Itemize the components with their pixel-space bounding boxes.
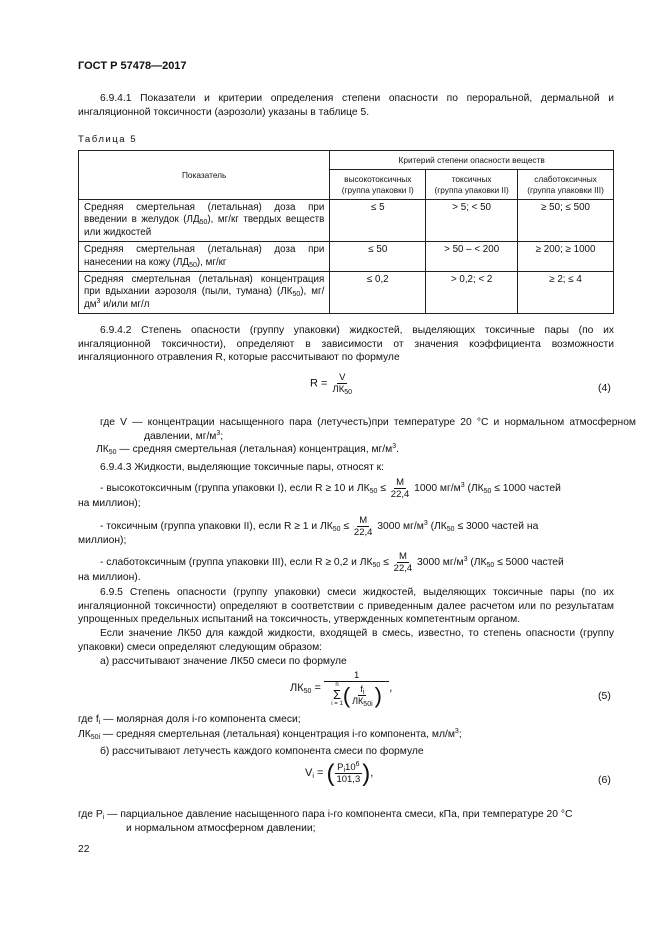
paragraph-lk50: Если значение ЛК50 для каждой жидкости, входящей в смесь, известно, то степень опасности (группу упаковки) смеси определяют следующим образом:	[78, 628, 614, 653]
col-header-indicator: Показатель	[79, 151, 330, 200]
where-pi: где $P_i$ — парциальное давление насыщенного пара i-го компонента смеси, кПа, при температуре 20 °С	[78, 809, 573, 821]
where-lk50: $ЛК_{50}$ — средняя смертельная (летальная) концентрация, $мг/м^3$.	[96, 443, 400, 456]
cell-value: ≤ 0,2	[330, 272, 426, 314]
row-label-oral: Средняя смертельная (летальная) доза при введении в желудок $(ЛД_{50})$, мг/кг твердых веществ или жидкостей	[79, 200, 330, 242]
paragraph-695: 6.9.5 Степень опасности (группу упаковки) смеси жидкостей, выделяющих токсичные пары (по их ингаляционной токсичности) определяют в соответствии с приведенным далее расчетом или по результатам упрощенных предельных испытаний на токсичность, утвержденных компетентным органом.	[78, 587, 614, 626]
cell-value: ≤ 50	[330, 242, 426, 272]
where-fi: где $f_i$ — молярная доля i-го компонента смеси;	[78, 714, 301, 726]
equation-number: (5)	[598, 690, 611, 702]
table-row	[79, 242, 614, 272]
cell-value: > 50 – < 200	[426, 242, 518, 272]
cell-value: ≤ 5	[330, 200, 426, 242]
subheader-toxic: токсичных (группа упаковки II)	[426, 170, 518, 200]
equation-number: (6)	[598, 774, 611, 786]
bullet-toxic: - токсичным (группа упаковки II), если R ≥ 1 и $ЛК_{50}$ ≤ $\frac{M}{22,4}$ 3000 $мг/м^3$ ($ЛК_{50} \le 3000$ частей на	[100, 515, 539, 538]
cell-value: > 0,2; < 2	[426, 272, 518, 314]
bullet-low: - слаботоксичным (группа упаковки III), если R ≥ 0,2 и $ЛК_{50}$ ≤ $\frac{M}{22,4}$ 3000 $мг/м^3$ ($ЛК_{50} \le 5000$ частей	[100, 551, 564, 574]
equation-6: $V_i$ = ( $\frac{P_i10^6}{101,3}$ ) ,	[305, 759, 374, 787]
bullet-low-cont: на миллион).	[78, 572, 141, 583]
bullet-high: - высокотоксичным (группа упаковки I), если R ≥ 10 и $ЛК_{50}$ ≤ $\frac{M}{22,4}$ 1000 $мг/м^3$ ($ЛК_{50} \le 1000$ частей	[100, 477, 561, 500]
table-caption: Таблица 5	[78, 134, 138, 145]
bullet-toxic-cont: миллион);	[78, 535, 127, 546]
cell-value: ≥ 200; ≥ 1000	[518, 242, 614, 272]
paragraph-6942: 6.9.4.2 Степень опасности (группу упаковки) жидкостей, выделяющих токсичные пары (по их ингаляционной токсичности), определяют в зависимости от значения коэффициента возможности ингаляционного отравления R, которые рассчитывают по формуле	[78, 325, 614, 364]
equation-number: (4)	[598, 382, 611, 394]
subheader-high: высокотоксичных (группа упаковки I)	[330, 170, 426, 200]
document-header: ГОСТ Р 57478—2017	[78, 60, 187, 72]
paragraph-6943: 6.9.4.3 Жидкости, выделяющие токсичные пары, относят к:	[100, 462, 385, 473]
item-b: б) рассчитывают летучесть каждого компонента смеси по формуле	[100, 746, 424, 757]
cell-value: ≥ 2; ≤ 4	[518, 272, 614, 314]
where-pi-cont: и нормальном атмосферном давлении;	[126, 823, 316, 834]
table-row	[79, 272, 614, 314]
cell-value: > 5; < 50	[426, 200, 518, 242]
sum-symbol: Σ	[333, 687, 342, 702]
equation-4: R = $\frac{V}{ЛК_{50}}$	[310, 372, 353, 396]
item-a: а) рассчитывают значение ЛК50 смеси по формуле	[100, 656, 347, 667]
col-header-criterion: Критерий степени опасности веществ	[330, 151, 614, 170]
page-number: 22	[78, 844, 90, 855]
where-lk50i: $ЛК_{50i}$ — средняя смертельная (летальная) концентрация i-го компонента, $мл/м^3$;	[78, 728, 462, 741]
equation-5: $ЛК_{50}$ = 1 n Σ i = 1 ( $\frac{f_i}{ЛК_{50i}}$ ) ,	[290, 670, 393, 708]
bullet-high-cont: на миллион);	[78, 498, 141, 509]
toxicity-table	[78, 150, 614, 314]
where-v: где V — концентрации насыщенного пара (летучесть)при температуре 20 °С и нормальном атмосферном давлении, $мг/м^3$;	[100, 417, 636, 442]
subheader-low: слаботоксичных (группа упаковки III)	[518, 170, 614, 200]
cell-value: ≥ 50; ≤ 500	[518, 200, 614, 242]
row-label-dermal: Средняя смертельная (летальная) доза при нанесении на кожу $(ЛД_{50})$, мг/кг	[79, 242, 330, 272]
row-label-inhalation: Средняя смертельная (летальная) концентрация при вдыхании аэрозоля (пыли, тумана) $(ЛК_{50})$, $мг/дм^3$ и/или мг/л	[79, 272, 330, 314]
paragraph-6941: 6.9.4.1 Показатели и критерии определения степени опасности по пероральной, дермальной и ингаляционной токсичности (аэрозоли) указаны в таблице 5.	[78, 93, 614, 118]
table-row	[79, 200, 614, 242]
